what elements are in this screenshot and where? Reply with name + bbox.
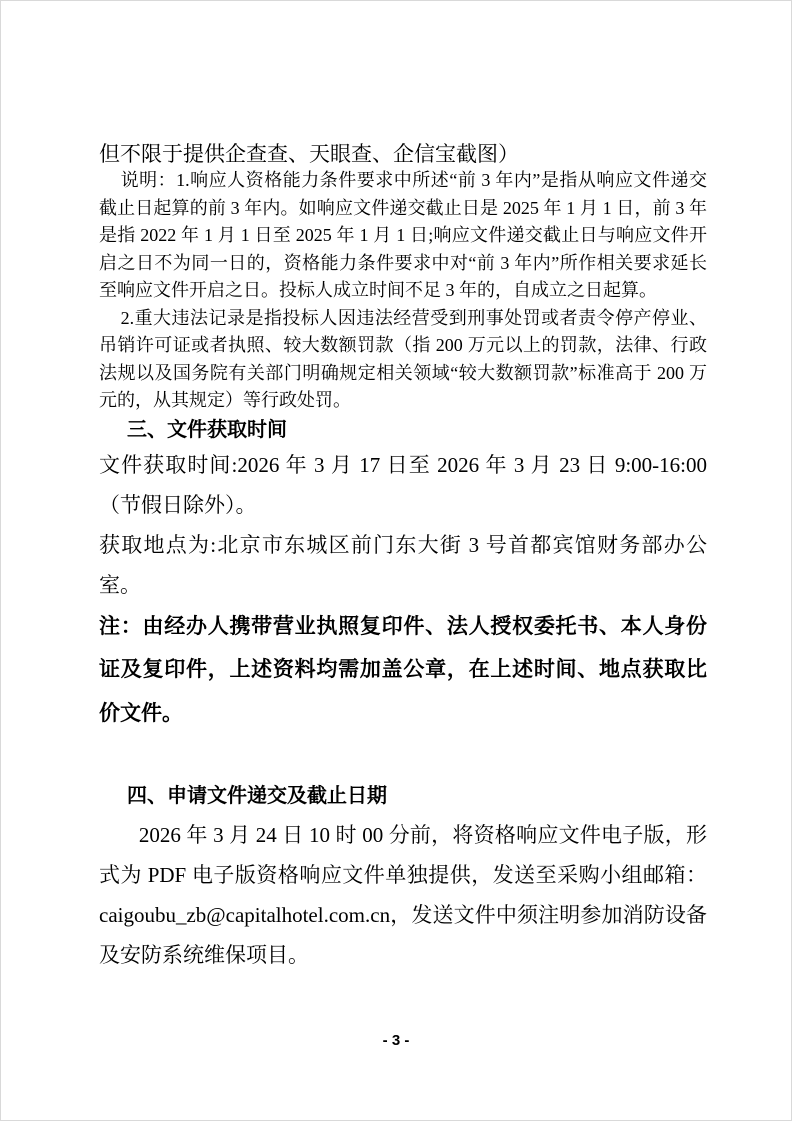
document-content [99,141,707,975]
acquisition-time-paragraph: 文件获取时间:2026 年 3 月 17 日至 2026 年 3 月 23 日 9:00-16:00（节假日除外）。 [99,452,707,517]
section-3-heading: 三、文件获取时间 [127,418,287,441]
explanation-note-1: 说明：1.响应人资格能力条件要求中所述“前 3 年内”是指从响应文件递交截止日起算的前 3 年内。如响应文件递交截止日是 2025 年 1 月 1 日，前 3 年是指 2022 年 1 月 1 日至 2025 年 1 月 1 日;响应文件递交截止日与响应文件开启之日不为同一日的，资格能力条件要求中对“前 3 年内”所作相关要求延长至响应文件开启之日。投标人成立时间不足 3 年的，自成立之日起算。 [99,170,707,300]
acquisition-bold-note: 注：由经办人携带营业执照复印件、法人授权委托书、本人身份证及复印件，上述资料均需加盖公章，在上述时间、地点获取比价文件。 [99,613,707,725]
continuation-paragraph: 但不限于提供企查查、天眼查、企信宝截图） [99,142,519,166]
section-4-heading: 四、申请文件递交及截止日期 [127,785,387,807]
submission-deadline-paragraph: 2026 年 3 月 24 日 10 时 00 分前，将资格响应文件电子版，形式为 PDF 电子版资格响应文件单独提供，发送至采购小组邮箱：caigoubu_zb@capitalhotel.com.cn，发送文件中须注明参加消防设备及安防系统维保项目。 [99,823,707,967]
explanation-note-2: 2.重大违法记录是指投标人因违法经营受到刑事处罚或者责令停产停业、吊销许可证或者执照、较大数额罚款（指 200 万元以上的罚款，法律、行政法规以及国务院有关部门明确规定相关领域“较大数额罚款”标准高于 200 万元的，从其规定）等行政处罚。 [99,307,707,410]
page-number: - 3 - [382,1032,410,1049]
acquisition-location-paragraph: 获取地点为:北京市东城区前门东大街 3 号首都宾馆财务部办公室。 [99,532,707,597]
